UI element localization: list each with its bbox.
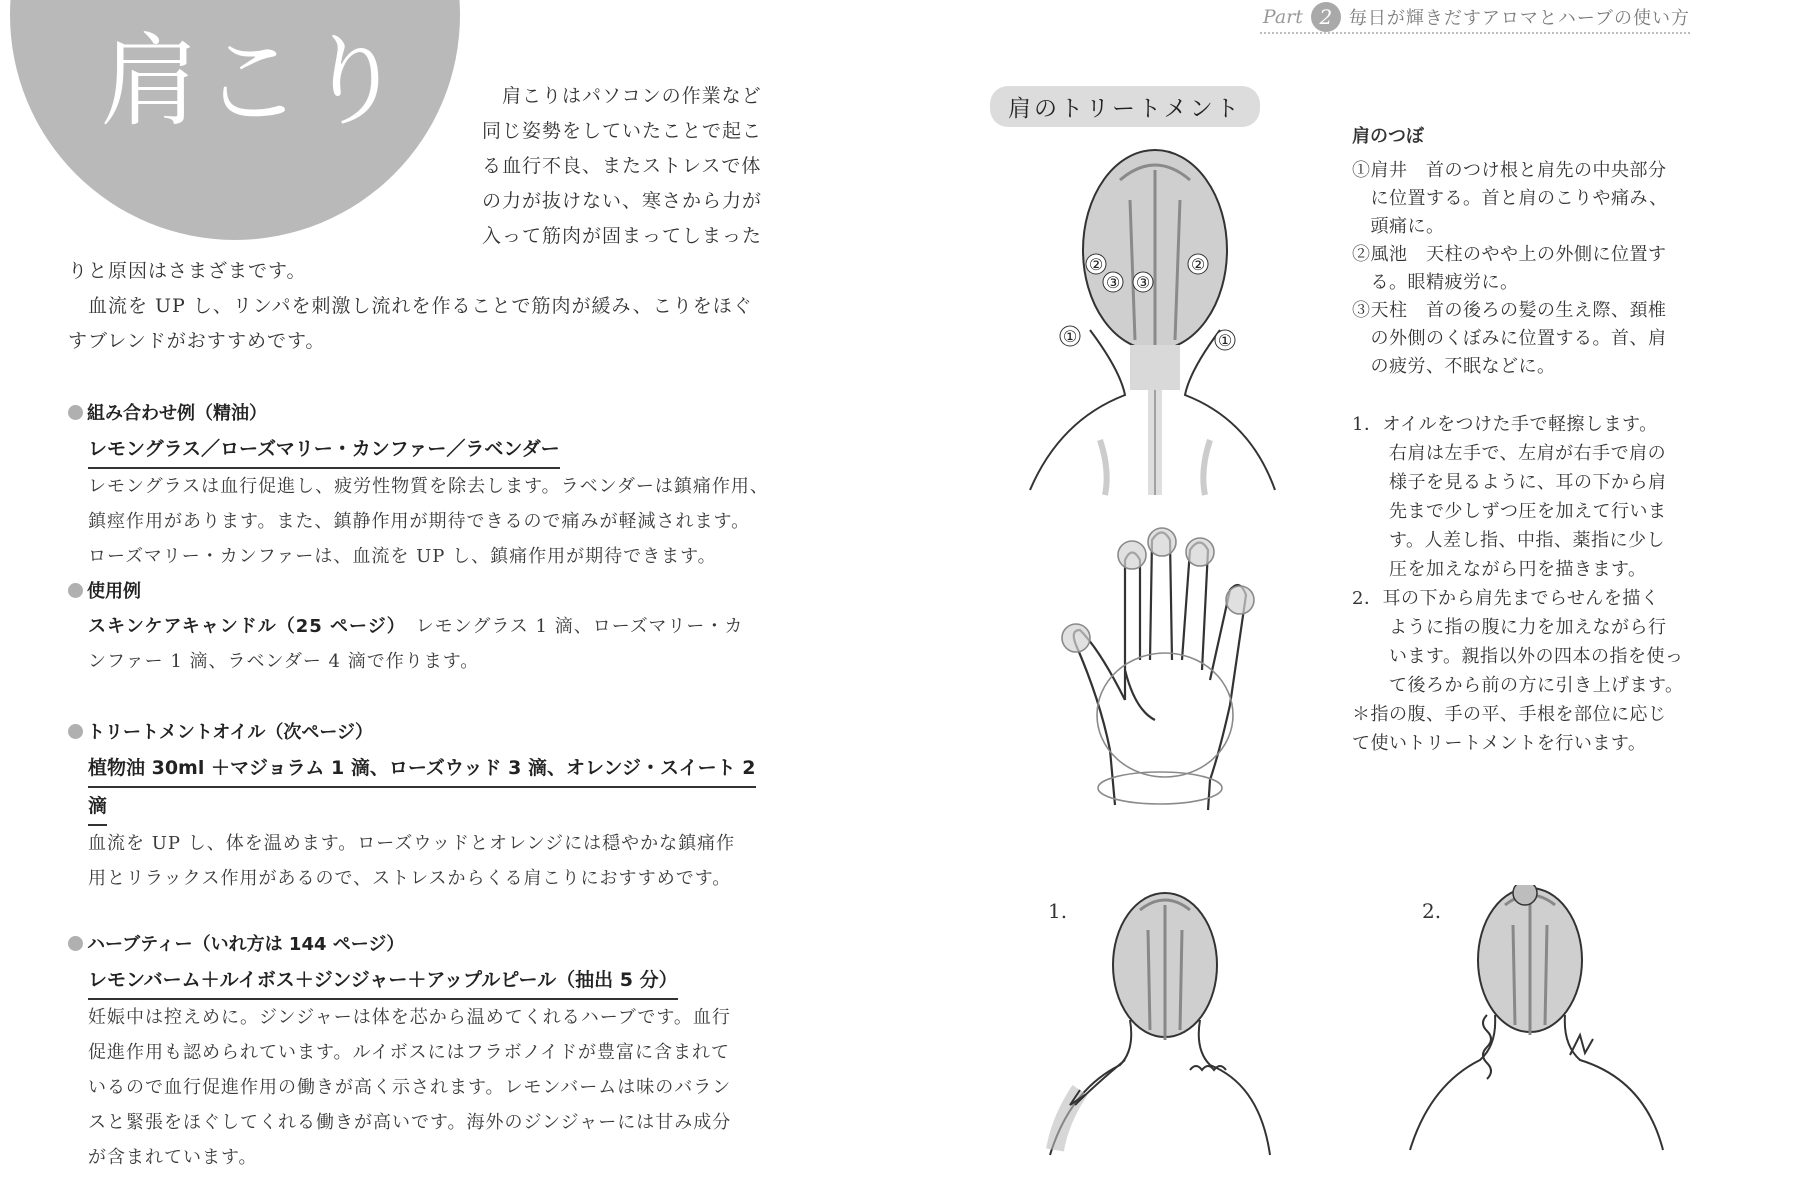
section-body: 妊娠中は控えめに。ジンジャーは体を芯から温めてくれるハーブです。血行 促進作用も認められています。ルイボスにはフラボノイドが豊富に含まれて いるので血行促進作用の働きが高く示されます。レモンバームは味のバラン スと緊張をほぐしてくれる働きが高いです。海外のジンジャーには甘み成分 が含まれています。 [88,1007,732,1168]
section-subtitle-cont: 滴 [88,788,107,826]
treatment-title-pill: 肩のトリートメント [990,86,1260,127]
part-label: Part [1262,6,1303,28]
section-body: 血流を UP し、体を温めます。ローズウッドとオレンジには穏やかな鎮痛作 用とリラックス作用があるので、ストレスからくる肩こりにおすすめです。 [88,833,736,889]
chapter-title: 毎日が輝きだすアロマとハーブの使い方 [1348,8,1690,29]
section-body: レモングラスは血行促進し、疲労性物質を除去します。ラベンダーは鎮痛作用、 鎮痙作用があります。また、鎮静作用が期待できるので痛みが軽減されます。 ローズマリー・カンファーは、血流を UP し、鎮痛作用が期待できます。 [88,476,769,567]
intro-line: の力が抜けない、寒さから力が [482,190,763,212]
intro-line: 同じ姿勢をしていたことで起こ [482,120,763,142]
bullet-icon [68,724,83,739]
step-line: 1．オイルをつけた手で軽擦します。 [1352,414,1658,435]
section-subtitle: 植物油 30ml ＋マジョラム 1 滴、ローズウッド 3 滴、オレンジ・スイート 2 [88,750,756,788]
section-essential-oil-combo [68,397,788,574]
step-line: す。人差し指、中指、薬指に少し [1352,530,1666,551]
point-marker-2: ② [1088,255,1104,274]
section-usage [68,575,788,679]
page-title: 肩こり [100,23,406,140]
section-subtitle: レモングラス／ローズマリー・カンファー／ラベンダー [88,431,560,469]
step-line: います。親指以外の四本の指を使っ [1352,646,1684,667]
hand-illustration [1040,520,1290,820]
section-treatment-oil [68,716,788,896]
point-line: 頭痛に。 [1352,216,1445,237]
step-line: 右肩は左手で、左肩が右手で肩の [1352,443,1667,464]
header-dotted-rule [1260,32,1690,34]
point-line: る。眼精疲労に。 [1352,272,1519,293]
section-heading: ハーブティー（いれ方は 144 ページ） [68,928,788,962]
points-heading: 肩のつぼ [1352,126,1424,147]
point-line: ①肩井 首のつけ根と肩先の中央部分 [1352,160,1667,181]
part-number-badge: 2 [1311,2,1341,32]
intro-wrapped [482,79,772,254]
point-line: に位置する。首と肩のこりや痛み、 [1352,188,1668,209]
point-line: の疲労、不眠などに。 [1352,356,1556,377]
point-marker-1: ① [1062,327,1078,346]
point-line: ③天柱 首の後ろの髪の生え際、頚椎 [1352,300,1667,321]
figure-label-1: 1. [1048,899,1068,923]
step-line: ように指の腹に力を加えながら行 [1352,617,1667,638]
step-line: て使いトリートメントを行います。 [1352,733,1647,754]
running-header [1263,2,1690,32]
section-subtitle: レモンバーム＋ルイボス＋ジンジャー＋アップルピール（抽出 5 分） [88,962,678,1000]
intro-line: りと原因はさまざまです。 [68,260,307,282]
usage-bold-lead: スキンケアキャンドル（25 ページ） [88,616,397,637]
section-herb-tea [68,928,788,1175]
point-line: の外側のくぼみに位置する。首、肩 [1352,328,1667,349]
treatment-steps [1352,410,1697,758]
bullet-icon [68,583,83,598]
shoulder-points [1352,123,1692,381]
neck-points-illustration [1010,140,1290,500]
step-line: ＊指の腹、手の平、手根を部位に応じ [1352,704,1667,725]
figure-label-2: 2. [1422,899,1442,923]
step-1-illustration [1040,890,1280,1160]
intro-line: すブレンドがおすすめです。 [68,330,326,352]
step-2-illustration [1405,885,1675,1155]
point-marker-3: ③ [1105,273,1121,292]
section-heading: 組み合わせ例（精油） [68,397,788,431]
bullet-icon [68,405,83,420]
step-line: 2．耳の下から肩先までらせんを描く [1352,588,1660,609]
step-line: 様子を見るように、耳の下から肩 [1352,472,1667,493]
intro-line: 肩こりはパソコンの作業など [482,85,762,107]
section-heading: トリートメントオイル（次ページ） [68,716,788,750]
intro-line: 入って筋肉が固まってしまった [482,225,763,247]
step-line: 先まで少しずつ圧を加えて行いま [1352,501,1667,522]
intro-full [68,254,788,359]
step-line: て後ろから前の方に引き上げます。 [1352,675,1684,696]
section-body: スキンケアキャンドル（25 ページ） レモングラス 1 滴、ローズマリー・カ ンファー 1 滴、ラベンダー 4 滴で作ります。 [88,616,744,672]
point-marker-2: ② [1190,255,1206,274]
point-marker-1: ① [1217,331,1233,350]
bullet-icon [68,936,83,951]
point-marker-3: ③ [1135,273,1151,292]
intro-line: る血行不良、またストレスで体 [482,155,762,177]
intro-line: 血流を UP し、リンパを刺激し流れを作ることで筋肉が緩み、こりをほぐ [68,295,753,317]
point-line: ②風池 天柱のやや上の外側に位置す [1352,244,1667,265]
section-heading: 使用例 [68,575,788,609]
step-line: 圧を加えながら円を描きます。 [1352,559,1647,580]
